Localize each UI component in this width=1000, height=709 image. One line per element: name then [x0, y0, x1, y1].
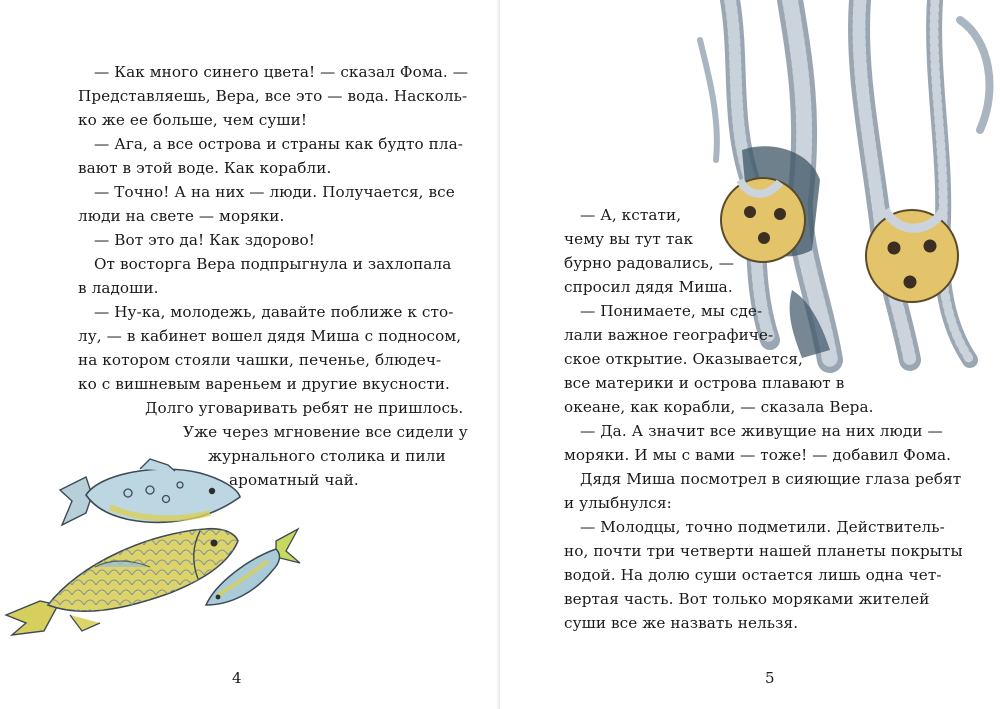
- page-number: 4: [232, 669, 242, 687]
- text-line: все материки и острова плавают в: [564, 374, 845, 392]
- text-line: спросил дядя Миша.: [564, 278, 733, 296]
- page-number: 5: [765, 669, 775, 687]
- text-line: водой. На долю суши остается лишь одна чет-: [564, 566, 942, 584]
- blue-fish-icon: [60, 459, 240, 525]
- text-line: вают в этой воде. Как корабли.: [78, 159, 332, 177]
- text-line: — А, кстати,: [580, 206, 682, 224]
- text-line: — Как много синего цвета! — сказал Фома. —: [94, 63, 469, 81]
- text-line: — Молодцы, точно подметили. Действитель-: [580, 518, 945, 536]
- text-line: — Вот это да! Как здорово!: [94, 231, 315, 249]
- text-line: Дядя Миша посмотрел в сияющие глаза ребят: [580, 470, 962, 488]
- text-line: бурно радовались, —: [564, 254, 735, 272]
- text-line: в ладоши.: [78, 279, 159, 297]
- text-line: океане, как корабли, — сказала Вера.: [564, 398, 874, 416]
- text-line: но, почти три четверти нашей планеты покрыты: [564, 542, 963, 560]
- text-line: ское открытие. Оказывается,: [564, 350, 803, 368]
- text-line: на котором стояли чашки, печенье, блюдеч-: [78, 351, 442, 369]
- fish-illustration: [0, 455, 320, 645]
- text-line: — Точно! А на них — люди. Получается, все: [94, 183, 455, 201]
- right-page: [500, 0, 1000, 709]
- text-line: Представляешь, Вера, все это — вода. Насколь-: [78, 87, 468, 105]
- text-line: лу, — в кабинет вошел дядя Миша с подносом,: [78, 327, 462, 345]
- text-line: суши все же назвать нельзя.: [564, 614, 799, 632]
- text-line: и улыбнулся:: [564, 494, 672, 512]
- text-line: ко с вишневым вареньем и другие вкусности.: [78, 375, 450, 393]
- text-line: ароматный чай.: [229, 471, 359, 489]
- text-line: — Ага, а все острова и страны как будто пла-: [94, 135, 463, 153]
- text-line: Уже через мгновение все сидели у: [183, 423, 468, 441]
- text-line: моряки. И мы с вами — тоже! — добавил Фома.: [564, 446, 952, 464]
- text-line: От восторга Вера подпрыгнула и захлопала: [94, 255, 452, 273]
- text-line: ко же ее больше, чем суши!: [78, 111, 308, 129]
- yellow-fish-icon: [6, 529, 238, 635]
- text-line: — Ну-ка, молодежь, давайте поближе к сто-: [94, 303, 454, 321]
- text-line: — Понимаете, мы сде-: [580, 302, 763, 320]
- text-line: журнального столика и пили: [208, 447, 446, 465]
- text-line: чему вы тут так: [564, 230, 694, 248]
- text-line: вертая часть. Вот только моряками жителей: [564, 590, 930, 608]
- text-line: — Да. А значит все живущие на них люди —: [580, 422, 943, 440]
- text-line: Долго уговаривать ребят не пришлось.: [145, 399, 464, 417]
- text-line: лали важное географиче-: [564, 326, 774, 344]
- text-line: люди на свете — моряки.: [78, 207, 285, 225]
